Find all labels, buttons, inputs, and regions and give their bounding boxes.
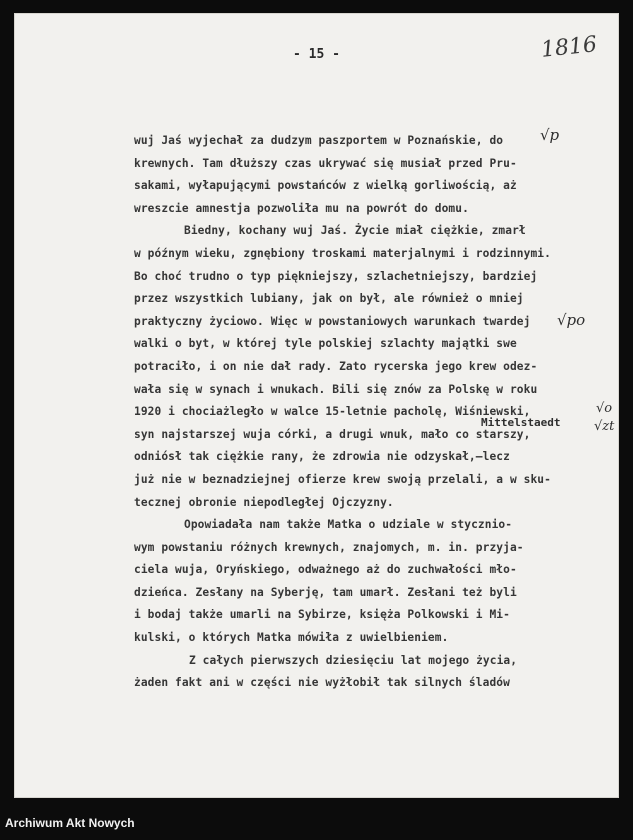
text-line: sakami, wyłapującymi powstańców z wielką gorliwością, aż bbox=[134, 179, 517, 193]
margin-note: √o bbox=[596, 401, 613, 416]
document-page bbox=[14, 13, 619, 798]
text-line: krewnych. Tam dłuższy czas ukrywać się musiał przed Pru- bbox=[134, 156, 517, 170]
text-line: wym powstaniu różnych krewnych, znajomych, m. in. przyja- bbox=[134, 540, 524, 554]
text-line: Opowiadała nam także Matka o udziale w stycznio- bbox=[184, 518, 513, 532]
archive-label: Archiwum Akt Nowych bbox=[5, 816, 135, 830]
margin-note: √zt bbox=[594, 419, 615, 434]
body-text bbox=[134, 130, 574, 695]
text-line: syn najstarszej wuja córki, a drugi wnuk, mało co starszy, bbox=[134, 427, 531, 441]
text-line: i bodaj także umarli na Sybirze, księża Polkowski i Mi- bbox=[134, 608, 510, 622]
text-line: tecznej obronie niepodległej Ojczyzny. bbox=[134, 495, 394, 509]
text-line: walki o byt, w której tyle polskiej szlachty majątki swe bbox=[134, 337, 517, 351]
text-line: Bo choć trudno o typ piękniejszy, szlachetniejszy, bardziej bbox=[134, 269, 538, 283]
text-line: 1920 i chociażległo w walce 15-letnie pacholę, Wiśniewski, bbox=[134, 405, 531, 419]
text-line: ciela wuja, Oryńskiego, odważnego aż do zuchwałości mło- bbox=[134, 563, 517, 577]
text-line: kulski, o których Matka mówiła z uwielbieniem. bbox=[134, 631, 449, 645]
margin-note: √po bbox=[557, 311, 586, 329]
text-line: potraciło, i on nie dał rady. Zato rycerska jego krew odez- bbox=[134, 359, 538, 373]
text-line: już nie w beznadziejnej ofierze krew swoją przelali, a w sku- bbox=[134, 472, 551, 486]
text-line: odniósł tak ciężkie rany, że zdrowia nie odzyskał,—lecz bbox=[134, 450, 510, 464]
text-line: wała się w synach i wnukach. Bili się znów za Polskę w roku bbox=[134, 382, 538, 396]
text-line: dzieńca. Zesłany na Syberję, tam umarł. Zesłani też byli bbox=[134, 585, 517, 599]
text-line: Biedny, kochany wuj Jaś. Życie miał ciężkie, zmarł bbox=[184, 224, 526, 238]
page-number: - 15 - bbox=[293, 47, 340, 62]
text-line: przez wszystkich lubiany, jak on był, ale również o mniej bbox=[134, 292, 524, 306]
margin-note: Mittelstaedt bbox=[481, 416, 561, 429]
text-line: w późnym wieku, zgnębiony troskami materjalnymi i rodzinnymi. bbox=[134, 246, 551, 260]
text-line: wuj Jaś wyjechał za dudzym paszportem w Poznańskie, do bbox=[134, 134, 504, 147]
handwritten-archive-number: 1816 bbox=[539, 32, 599, 63]
margin-note: √p bbox=[540, 126, 560, 144]
text-line: Z całych pierwszych dziesięciu lat mojego życia, bbox=[189, 653, 518, 667]
text-line: wreszcie amnestja pozwoliła mu na powrót do domu. bbox=[134, 201, 469, 215]
text-line: praktyczny życiowo. Więc w powstaniowych warunkach twardej bbox=[134, 314, 531, 328]
text-line: żaden fakt ani w części nie wyżłobił tak silnych śladów bbox=[134, 676, 510, 690]
